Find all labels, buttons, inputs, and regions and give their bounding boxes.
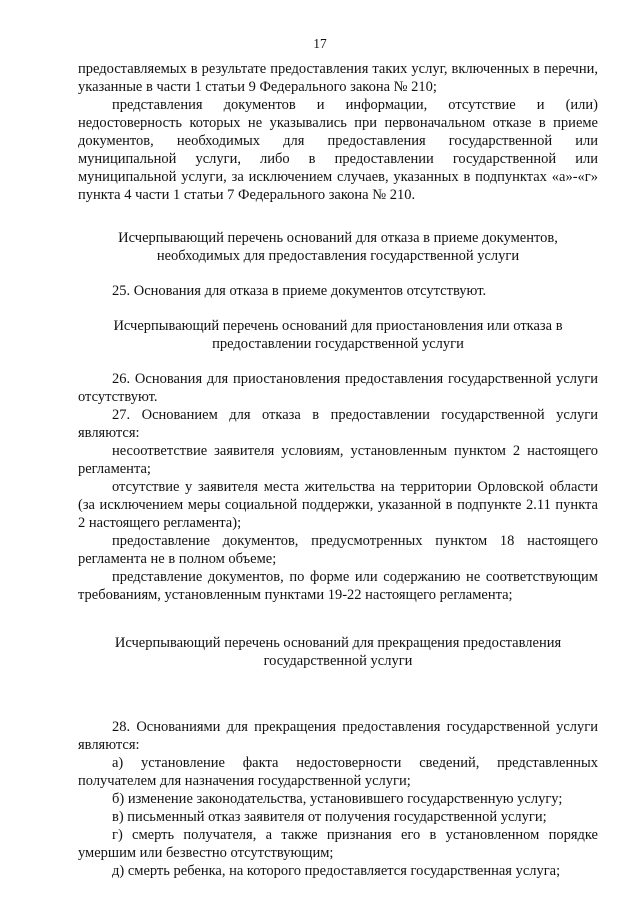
spacer bbox=[78, 670, 598, 718]
page-number: 17 bbox=[313, 36, 327, 51]
document-body bbox=[78, 60, 598, 880]
paragraph-27-item: несоответствие заявителя условиям, установленным пунктом 2 настоящего регламента; bbox=[78, 443, 598, 477]
paragraph-28-item: б) изменение законодательства, установившего государственную услугу; bbox=[112, 791, 563, 807]
spacer bbox=[78, 353, 598, 370]
paragraph-26: 26. Основания для приостановления предоставления государственной услуги отсутствуют. bbox=[78, 371, 598, 405]
paragraph-28-item: в) письменный отказ заявителя от получения государственной услуги; bbox=[112, 809, 547, 825]
heading-termination: Исчерпывающий перечень оснований для прекращения предоставления государственной услуги bbox=[114, 635, 562, 669]
paragraph-continuation: предоставляемых в результате предоставления таких услуг, включенных в перечни, указанные в части 1 статьи 9 Федерального закона № 210; bbox=[78, 61, 598, 95]
paragraph-27: 27. Основанием для отказа в предоставлении государственной услуги являются: bbox=[78, 407, 598, 441]
heading-suspension-refusal: Исчерпывающий перечень оснований для приостановления или отказа в предоставлении государственной услуги bbox=[113, 318, 563, 352]
spacer bbox=[78, 604, 598, 634]
paragraph-28-item: а) установление факта недостоверности сведений, представленных получателем для назначения государственной услуги; bbox=[78, 755, 598, 789]
paragraph-28: 28. Основаниями для прекращения предоставления государственной услуги являются: bbox=[78, 719, 598, 753]
paragraph-28-item: г) смерть получателя, а также признания его в установленном порядке умершим или безвестно отсутствующим; bbox=[78, 827, 598, 861]
spacer bbox=[78, 300, 598, 317]
paragraph-27-item: отсутствие у заявителя места жительства на территории Орловской области (за исключением меры социальной поддержки, указанной в подпункте 2.11 пункта 2 настоящего регламента); bbox=[78, 479, 598, 531]
paragraph-27-item: предоставление документов, предусмотренных пунктом 18 настоящего регламента не в полном объеме; bbox=[78, 533, 598, 567]
paragraph-27-item: представление документов, по форме или содержанию не соответствующим требованиям, установленным пунктами 19-22 настоящего регламента; bbox=[78, 569, 598, 603]
paragraph-28-item: д) смерть ребенка, на которого предоставляется государственная услуга; bbox=[112, 863, 561, 879]
heading-refusal-acceptance: Исчерпывающий перечень оснований для отказа в приеме документов, необходимых для предоставления государственной услуги bbox=[118, 230, 558, 264]
spacer bbox=[78, 204, 598, 229]
paragraph-25: 25. Основания для отказа в приеме документов отсутствуют. bbox=[112, 283, 487, 299]
paragraph-documents-info: представления документов и информации, отсутствие и (или) недостоверность которых не указывались при первоначальном отказе в приеме документов, необходимых для предоставления государственной или муниципальной услуги, либо в предоставлении государственной или муниципальной услуги, за исключением случаев, указанных в подпунктах «а»-«г» пункта 4 части 1 статьи 7 Федерального закона № 210. bbox=[78, 97, 598, 203]
spacer bbox=[78, 265, 598, 282]
